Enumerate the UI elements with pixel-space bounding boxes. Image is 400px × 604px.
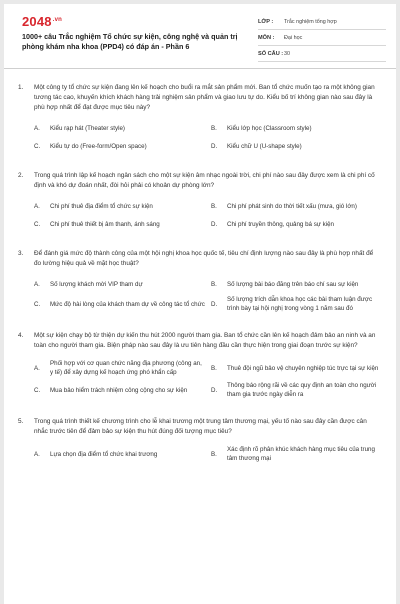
question-5	[18, 417, 382, 467]
option-text: Chi phí phát sinh do thời tiết xấu (mưa, gió lớn)	[227, 202, 357, 210]
answer-options	[18, 277, 382, 317]
quiz-meta	[258, 14, 386, 62]
answer-options	[18, 199, 382, 235]
option-text: Kiểu rạp hát (Theater style)	[50, 124, 125, 132]
question-stem	[18, 331, 382, 351]
question-text: Trong quá trình lập kế hoạch ngân sách cho một sự kiện âm nhạc ngoài trời, chi phí nào sau đây được xem là chi phí cố định và khó dự đoán nhất, đòi hỏi phải có khoản dự phòng lớn?	[34, 172, 375, 189]
question-number: 2.	[18, 172, 24, 179]
meta-value: Đại học	[284, 34, 303, 41]
logo-tld: .vn	[52, 16, 63, 23]
quiz-header	[4, 4, 396, 69]
option-letter: D.	[211, 142, 218, 150]
option-letter: B.	[211, 450, 217, 458]
option-letter: A.	[34, 450, 40, 458]
option-text: Phối hợp với cơ quan chức năng địa phương (công an, y tế) để xây dựng kế hoạch ứng phó khẩn cấp	[50, 360, 202, 376]
option-letter: C.	[34, 386, 41, 394]
option-text: Xác định rõ phân khúc khách hàng mục tiêu của trung tâm thương mại	[227, 446, 375, 462]
option-letter: C.	[34, 220, 41, 228]
option-letter: D.	[211, 386, 218, 394]
meta-label: SỐ CÂU :	[258, 50, 284, 57]
answer-option-d[interactable]	[211, 217, 382, 231]
option-text: Kiểu chữ U (U-shape style)	[227, 142, 302, 150]
meta-row-class	[258, 14, 386, 30]
answer-option-d[interactable]	[211, 295, 382, 313]
question-text: Trong quá trình thiết kế chương trình cho lễ khai trương một trung tâm thương mại, yếu tố nào sau đây cần được cân nhắc trước tiên để đảm bảo sự kiện thu hút đúng đối tượng mục tiêu?	[34, 418, 367, 435]
option-letter: A.	[34, 364, 40, 372]
meta-label: MÔN :	[258, 34, 275, 41]
answer-option-d[interactable]	[211, 381, 382, 399]
answer-options	[18, 121, 382, 157]
answer-option-b[interactable]	[211, 199, 382, 213]
question-4	[18, 331, 382, 403]
question-number: 4.	[18, 332, 24, 339]
option-letter: A.	[34, 124, 40, 132]
option-text: Thông báo rộng rãi về các quy định an toàn cho người tham gia trước ngày diễn ra	[227, 382, 377, 398]
answer-option-a[interactable]	[34, 199, 205, 213]
option-text: Kiểu lớp học (Classroom style)	[227, 124, 312, 132]
question-number: 1.	[18, 84, 24, 91]
question-1	[18, 83, 382, 157]
option-letter: A.	[34, 280, 40, 288]
answer-option-b[interactable]	[211, 445, 382, 463]
question-list	[4, 69, 396, 467]
question-3	[18, 249, 382, 317]
logo-text: 2048	[22, 14, 52, 29]
question-number: 5.	[18, 418, 24, 425]
question-stem	[18, 83, 382, 113]
option-text: Chi phí thuê thiết bị âm thanh, ánh sáng	[50, 220, 160, 228]
question-stem	[18, 249, 382, 269]
option-letter: D.	[211, 220, 218, 228]
answer-option-b[interactable]	[211, 121, 382, 135]
site-logo[interactable]	[22, 14, 62, 29]
option-letter: C.	[34, 300, 41, 308]
meta-value: 30	[284, 50, 290, 57]
answer-option-c[interactable]	[34, 217, 205, 231]
answer-option-b[interactable]	[211, 277, 382, 291]
option-text: Thuê đội ngũ bảo vệ chuyên nghiệp túc trực tại sự kiện	[227, 364, 379, 372]
answer-option-a[interactable]	[34, 277, 205, 291]
quiz-title: 1000+ câu Trắc nghiệm Tổ chức sự kiện, công nghệ và quản trị phòng khám nha khoa (PPD4) có đáp án - Phần 6	[22, 32, 238, 51]
answer-options	[18, 359, 382, 403]
option-text: Số lượng trích dẫn khoa học các bài tham luận được trình bày tại hội nghị trong vòng 1 năm sau đó	[227, 296, 373, 312]
question-text: Một công ty tổ chức sự kiện đang lên kế hoạch cho buổi ra mắt sản phẩm mới. Ban tổ chức muốn tạo ra một không gian tương tác cao, khuyến khích khách hàng trải nghiệm sản phẩm và giao lưu tự do. Kiểu bố trí không gian nào sau đây là phù hợp nhất để đạt được mục tiêu này?	[34, 84, 375, 111]
question-number: 3.	[18, 250, 24, 257]
question-2	[18, 171, 382, 235]
answer-options	[18, 445, 382, 467]
option-text: Lựa chọn địa điểm tổ chức khai trương	[50, 450, 158, 458]
question-stem	[18, 417, 382, 437]
answer-option-b[interactable]	[211, 359, 382, 377]
answer-option-c[interactable]	[34, 295, 205, 313]
option-text: Chi phí thuê địa điểm tổ chức sự kiện	[50, 202, 153, 210]
option-text: Chi phí truyền thông, quảng bá sự kiện	[227, 220, 334, 228]
option-text: Kiểu tự do (Free-form/Open space)	[50, 142, 147, 150]
meta-label: LỚP :	[258, 18, 274, 25]
meta-value: Trắc nghiệm tổng hợp	[284, 18, 337, 25]
question-text: Để đánh giá mức độ thành công của một hội nghị khoa học quốc tế, tiêu chí định lượng nào sau đây là phù hợp nhất để đo lường hiệu quả về mặt học thuật?	[34, 250, 374, 267]
option-letter: A.	[34, 202, 40, 210]
option-text: Số lượng bài báo đăng trên báo chí sau sự kiện	[227, 280, 359, 288]
answer-option-a[interactable]	[34, 121, 205, 135]
answer-option-a[interactable]	[34, 359, 205, 377]
meta-row-count	[258, 46, 386, 62]
quiz-sheet	[4, 4, 396, 604]
question-stem	[18, 171, 382, 191]
option-text: Số lượng khách mời VIP tham dự	[50, 280, 143, 288]
answer-option-c[interactable]	[34, 139, 205, 153]
option-letter: B.	[211, 280, 217, 288]
question-text: Một sự kiện chạy bộ từ thiện dự kiến thu hút 2000 người tham gia. Ban tổ chức cần lên kế hoạch đảm bảo an ninh và an toàn cho người tham gia. Biện pháp nào sau đây là ưu tiên hàng đầu cần thực hiện trong giai đoạn trước sự kiện?	[34, 332, 376, 349]
option-text: Mua bảo hiểm trách nhiệm công cộng cho sự kiện	[50, 386, 188, 394]
option-letter: B.	[211, 124, 217, 132]
option-letter: C.	[34, 142, 41, 150]
option-letter: B.	[211, 364, 217, 372]
option-text: Mức độ hài lòng của khách tham dự về công tác tổ chức	[50, 300, 205, 308]
answer-option-c[interactable]	[34, 381, 205, 399]
option-letter: D.	[211, 300, 218, 308]
answer-option-a[interactable]	[34, 445, 205, 463]
answer-option-d[interactable]	[211, 139, 382, 153]
meta-row-subject	[258, 30, 386, 46]
option-letter: B.	[211, 202, 217, 210]
